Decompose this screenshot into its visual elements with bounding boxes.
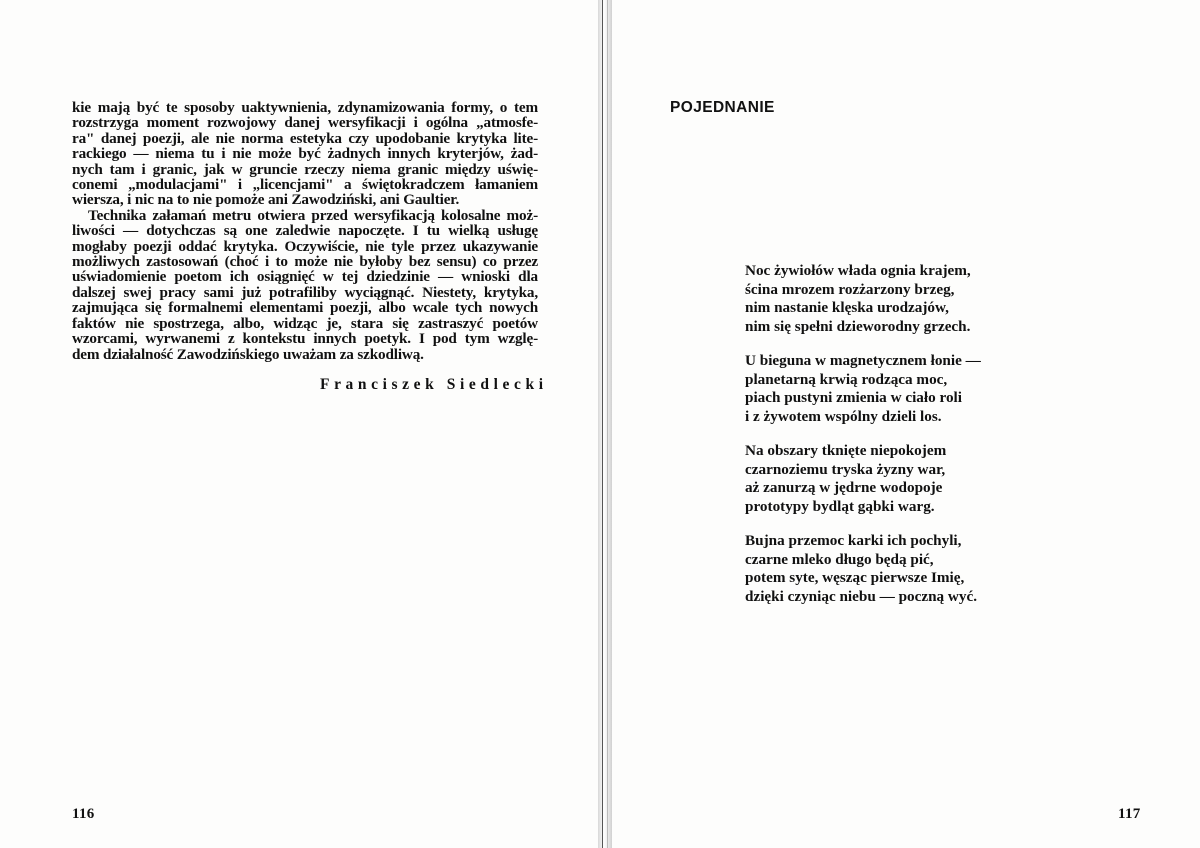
page-number-right: 117 xyxy=(1118,806,1141,822)
text-line: mogłaby poezji oddać krytyka. Oczywiście, nie tyle przez ukazywanie xyxy=(72,237,538,255)
poem xyxy=(745,262,1015,622)
text-line: conemi „modulacjami" i „licencjami" a świętokradczem łamaniem xyxy=(72,176,538,194)
verse-line: piach pustyni zmienia w ciało roli xyxy=(745,389,963,406)
text-line: nych tam i granic, jak w gruncie rzeczy niema granic między uświę- xyxy=(72,160,538,178)
verse-line: aż zanurzą w jędrne wodopoje xyxy=(745,479,943,496)
text-line: uświadomienie poetom ich osiągnięć w tej dziedzinie — wnioski dla xyxy=(72,268,538,286)
text-line: rozstrzyga moment rozwojowy danej wersyfikacji i ogólna „atmosfe- xyxy=(72,114,538,132)
text-line: kie mają być te sposoby uaktywnienia, zdynamizowania formy, o tem xyxy=(72,99,538,116)
paragraph-1 xyxy=(72,100,538,208)
author-signature: Franciszek Siedlecki xyxy=(320,376,548,393)
text-line: Technika załamań metru otwiera przed wersyfikacją kolosalne moż- xyxy=(88,206,538,224)
verse-line: nim się spełni dzieworodny grzech. xyxy=(745,317,971,335)
verse-line: Na obszary tknięte niepokojem xyxy=(745,442,947,459)
text-line: zajmująca się formalnemi elementami poezji, albo wcale tych nowych xyxy=(72,299,538,317)
text-line: rackiego — niema tu i nie może być żadnych innych kryterjów, żad- xyxy=(72,145,538,163)
stanza-3 xyxy=(745,442,1015,516)
essay-text xyxy=(72,100,538,362)
left-page xyxy=(0,0,598,848)
text-line: dem działalność Zawodzińskiego uważam za szkodliwą. xyxy=(72,345,424,363)
text-line: faktów nie spostrzega, albo, widząc je, stara się zastraszyć poetów xyxy=(72,314,538,332)
verse-line: Bujna przemoc karki ich pochyli, xyxy=(745,532,962,549)
text-line: dalszej swej pracy sami już potrafiliby wyciągnąć. Niestety, krytyka, xyxy=(72,283,538,301)
verse-line: prototypy bydląt gąbki warg. xyxy=(745,497,935,515)
verse-line: planetarną krwią rodząca moc, xyxy=(745,370,948,388)
page-number-left: 116 xyxy=(72,806,95,822)
verse-line: dzięki czyniąc niebu — poczną wyć. xyxy=(745,587,978,605)
stanza-4 xyxy=(745,532,1015,606)
poem-title: POJEDNANIE xyxy=(670,99,775,116)
text-line: wzorcami, wyrwanemi z kontekstu innych poetyk. I pod tym wzglę- xyxy=(72,330,538,348)
verse-line: Noc żywiołów włada ognia krajem, xyxy=(745,262,971,279)
stanza-1 xyxy=(745,262,1015,336)
text-line: wiersza, i nic na to nie pomoże ani Zawodziński, ani Gaultier. xyxy=(72,191,460,209)
verse-line: potem syte, węsząc pierwsze Imię, xyxy=(745,569,965,586)
verse-line: czarnoziemu tryska żyzny war, xyxy=(745,460,946,478)
stanza-2 xyxy=(745,352,1015,426)
text-line: możliwych zastosowań (choć i to może nie byłoby bez sensu) co przez xyxy=(72,253,538,271)
book-spine-gutter xyxy=(598,0,612,848)
verse-line: i z żywotem wspólny dzieli los. xyxy=(745,407,942,425)
verse-line: U bieguna w magnetycznem łonie — xyxy=(745,352,981,369)
paragraph-2 xyxy=(72,208,538,362)
text-line: liwości — dotychczas są one zaledwie napoczęte. I tu wielką usługę xyxy=(72,222,538,240)
text-line: ra" danej poezji, ale nie norma estetyka czy upodobanie krytyka lite- xyxy=(72,129,538,147)
verse-line: czarne mleko długo będą pić, xyxy=(745,550,934,568)
verse-line: ścina mrozem rozżarzony brzeg, xyxy=(745,280,955,298)
verse-line: nim nastanie klęska urodzajów, xyxy=(745,299,949,316)
